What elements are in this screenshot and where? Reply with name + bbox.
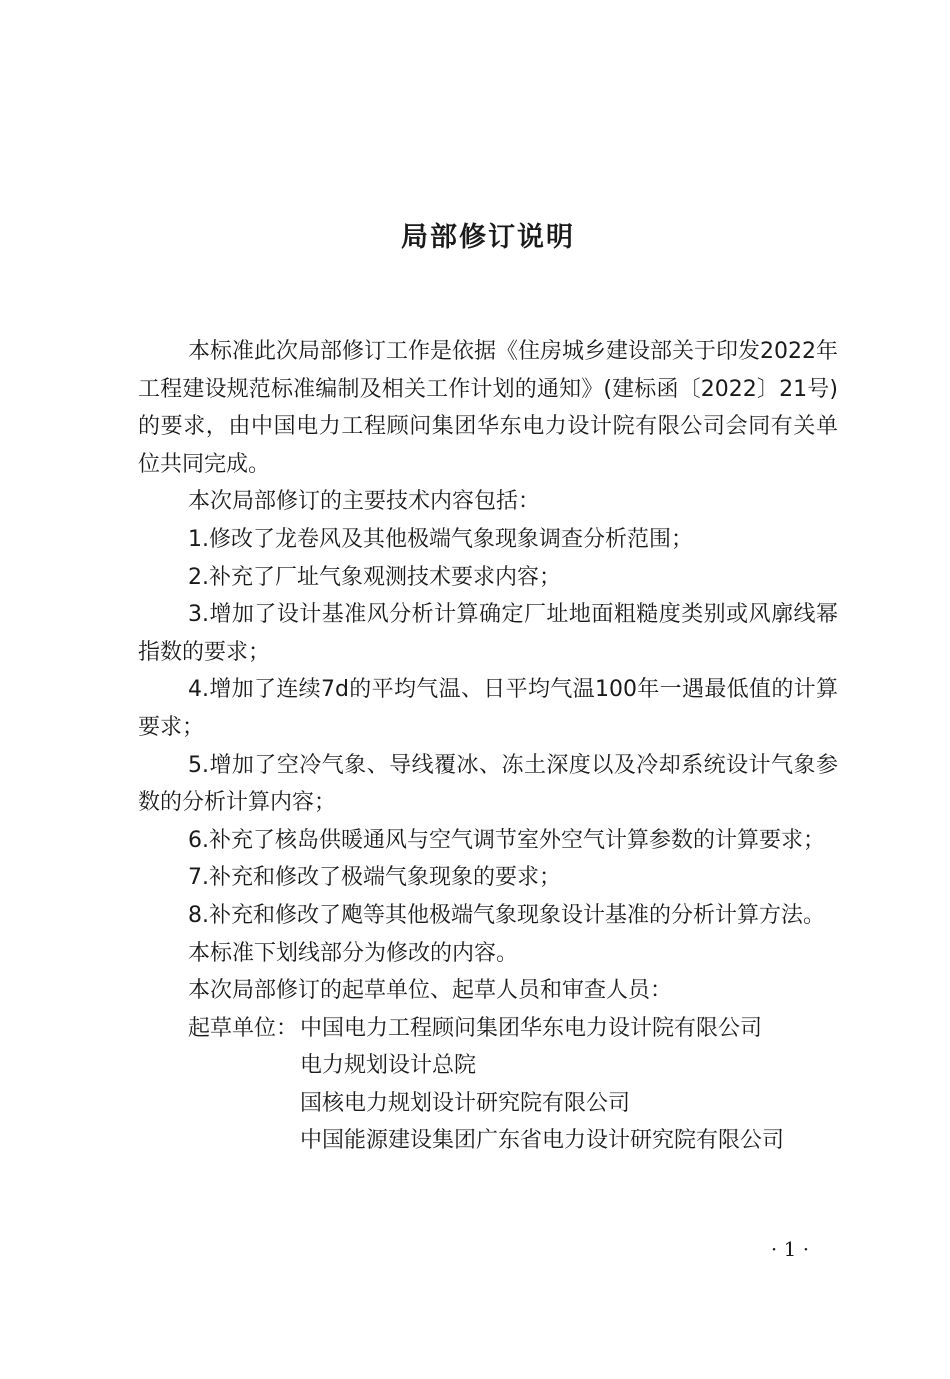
drafting-unit: 中国电力工程顾问集团华东电力设计院有限公司 — [300, 1015, 763, 1041]
drafters-heading: 本次局部修订的起草单位、起草人员和审查人员： — [188, 978, 673, 1004]
drafting-units-list — [300, 1010, 838, 1160]
page-title: 局部修订说明 — [401, 222, 575, 253]
drafting-unit: 中国能源建设集团广东省电力设计研究院有限公司 — [300, 1128, 785, 1154]
drafting-units-block — [138, 1010, 838, 1160]
revision-item-1: 1.修改了龙卷风及其他极端气象现象调查分析范围； — [188, 526, 693, 552]
drafting-units-label: 起草单位： — [188, 1015, 299, 1041]
underline-note: 本标准下划线部分为修改的内容。 — [188, 940, 519, 966]
revision-item-7: 7.补充和修改了极端气象现象的要求； — [188, 865, 561, 891]
revision-item-2: 2.补充了厂址气象观测技术要求内容； — [188, 564, 561, 590]
document-body — [138, 333, 838, 1160]
page-number: · 1 · — [770, 1237, 810, 1261]
revision-item-6: 6.补充了核岛供暖通风与空气调节室外空气计算参数的计算要求； — [188, 827, 825, 853]
revision-item-8: 8.补充和修改了飑等其他极端气象现象设计基准的分析计算方法。 — [188, 902, 825, 928]
drafting-unit: 电力规划设计总院 — [300, 1053, 477, 1079]
contents-heading: 本次局部修订的主要技术内容包括： — [188, 489, 541, 515]
revision-item-3: 3.增加了设计基准风分析计算确定厂址地面粗糙度类别或风廓线幂指数的要求； — [138, 602, 838, 665]
intro-paragraph: 本标准此次局部修订工作是依据《住房城乡建设部关于印发2022年工程建设规范标准编制及相关工作计划的通知》(建标函〔2022〕21号)的要求，由中国电力工程顾问集团华东电力设计院有限公司会同有关单位共同完成。 — [138, 339, 838, 477]
drafting-unit: 国核电力规划设计研究院有限公司 — [300, 1090, 631, 1116]
revision-item-4: 4.增加了连续7d的平均气温、日平均气温100年一遇最低值的计算要求； — [138, 677, 838, 740]
revision-item-5: 5.增加了空冷气象、导线覆冰、冻土深度以及冷却系统设计气象参数的分析计算内容； — [138, 752, 838, 816]
